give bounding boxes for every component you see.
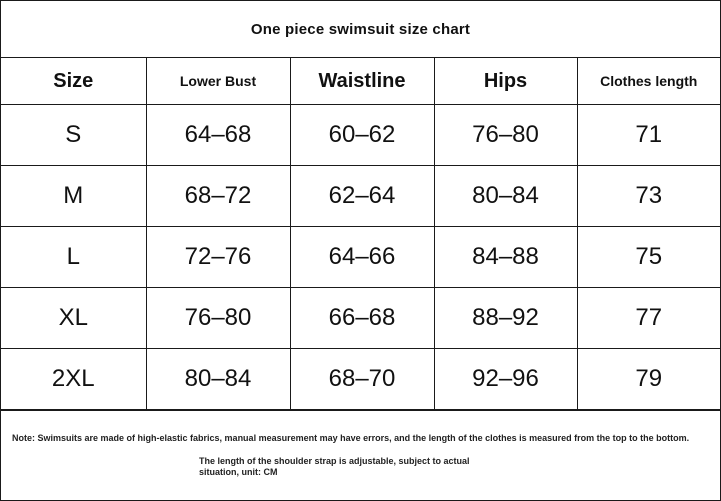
size-table [1,58,720,410]
notes-section [1,410,720,501]
table-row [1,227,720,288]
cell-size: XL [1,288,146,349]
cell-lower-bust: 64–68 [146,105,290,166]
cell-clothes-length: 79 [577,349,720,410]
table-row [1,105,720,166]
cell-size: S [1,105,146,166]
chart-title: One piece swimsuit size chart [1,1,720,58]
cell-hips: 92–96 [434,349,577,410]
header-waistline: Waistline [290,58,434,105]
cell-size: M [1,166,146,227]
cell-clothes-length: 71 [577,105,720,166]
strap-note: The length of the shoulder strap is adjustable, subject to actual situation, unit: CM [199,456,470,477]
cell-clothes-length: 75 [577,227,720,288]
table-row [1,166,720,227]
cell-lower-bust: 68–72 [146,166,290,227]
cell-waistline: 60–62 [290,105,434,166]
header-hips: Hips [434,58,577,105]
cell-hips: 84–88 [434,227,577,288]
cell-clothes-length: 77 [577,288,720,349]
cell-size: L [1,227,146,288]
cell-lower-bust: 80–84 [146,349,290,410]
header-row [1,58,720,105]
cell-lower-bust: 76–80 [146,288,290,349]
cell-waistline: 64–66 [290,227,434,288]
header-size: Size [1,58,146,105]
cell-hips: 76–80 [434,105,577,166]
table-row [1,288,720,349]
cell-clothes-length: 73 [577,166,720,227]
cell-hips: 80–84 [434,166,577,227]
cell-waistline: 62–64 [290,166,434,227]
cell-size: 2XL [1,349,146,410]
cell-waistline: 66–68 [290,288,434,349]
cell-waistline: 68–70 [290,349,434,410]
cell-lower-bust: 72–76 [146,227,290,288]
cell-hips: 88–92 [434,288,577,349]
table-row [1,349,720,410]
measurement-note: Note: Swimsuits are made of high-elastic fabrics, manual measurement may have errors, and the length of the clothes is measured from the top to the bottom. [12,433,690,443]
header-clothes-length: Clothes length [577,58,720,105]
header-lower-bust: Lower Bust [146,58,290,105]
